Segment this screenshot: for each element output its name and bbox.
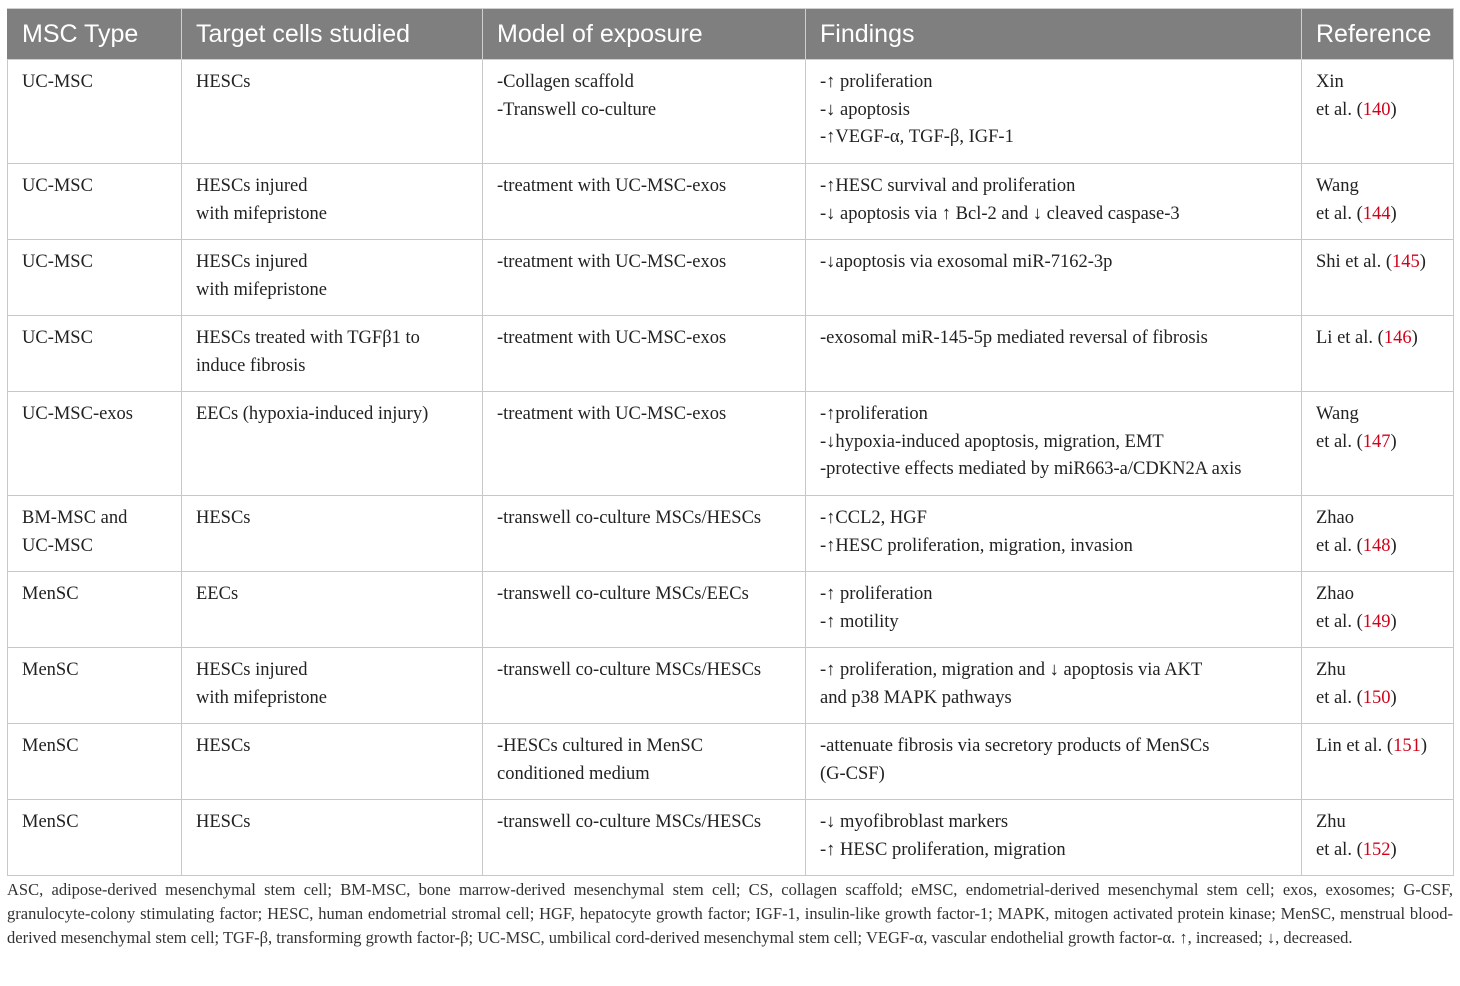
cell-line: EECs <box>196 584 239 604</box>
cell-model-of-exposure <box>483 496 806 572</box>
header-msc-type: MSC Type <box>8 9 182 60</box>
reference-line <box>1316 733 1439 761</box>
cell-line: -exosomal miR-145-5p mediated reversal of fibrosis <box>820 328 1208 348</box>
cell-msc-type <box>8 392 182 496</box>
cell-line: UC-MSC <box>22 176 93 196</box>
cell-line: -HESCs cultured in MenSC <box>497 736 704 756</box>
cell-line: UC-MSC <box>22 328 93 348</box>
table-row <box>8 496 1454 572</box>
cell-line: -↓ apoptosis via ↑ Bcl-2 and ↓ cleaved caspase-3 <box>820 203 1180 224</box>
cell-target-cells <box>182 496 483 572</box>
cell-line: -↑ proliferation <box>820 72 933 92</box>
cell-findings <box>806 240 1302 316</box>
table-container <box>7 8 1453 876</box>
cell-reference <box>1302 572 1454 648</box>
cell-findings <box>806 392 1302 496</box>
header-reference: Reference <box>1302 9 1454 60</box>
cell-findings <box>806 724 1302 800</box>
header-model-of-exposure: Model of exposure <box>483 9 806 60</box>
cell-reference <box>1302 724 1454 800</box>
cell-line: UC-MSC <box>22 72 93 92</box>
reference-line <box>1316 837 1439 865</box>
cell-line: -↓ apoptosis <box>820 99 910 120</box>
cell-msc-type <box>8 164 182 240</box>
reference-text: Shi et al. ( <box>1316 252 1393 272</box>
cell-reference <box>1302 316 1454 392</box>
cell-line: MenSC <box>22 736 79 756</box>
cell-line: -↑HESC survival and proliferation <box>820 176 1076 196</box>
reference-text: Wang <box>1316 176 1359 196</box>
reference-link[interactable]: 152 <box>1362 839 1391 860</box>
cell-msc-type <box>8 316 182 392</box>
cell-line: HESCs <box>196 72 251 92</box>
cell-line: -attenuate fibrosis via secretory products of MenSCs <box>820 736 1210 756</box>
reference-close-paren: ) <box>1390 611 1397 632</box>
cell-line: -↓apoptosis via exosomal miR-7162-3p <box>820 252 1113 272</box>
cell-findings <box>806 496 1302 572</box>
cell-line: -↑ proliferation <box>820 584 933 604</box>
cell-findings <box>806 572 1302 648</box>
cell-line: with mifepristone <box>196 203 328 224</box>
reference-link[interactable]: 147 <box>1362 431 1391 452</box>
cell-msc-type <box>8 496 182 572</box>
reference-text: Zhao <box>1316 584 1355 604</box>
cell-model-of-exposure <box>483 724 806 800</box>
reference-text: Zhu <box>1316 660 1346 680</box>
cell-line: conditioned medium <box>497 763 650 784</box>
reference-line <box>1316 97 1439 125</box>
cell-line: BM-MSC and <box>22 508 128 528</box>
reference-line <box>1316 69 1439 97</box>
cell-line: -↑proliferation <box>820 404 928 424</box>
cell-line: -↑VEGF-α, TGF-β, IGF-1 <box>820 127 1014 147</box>
cell-line: UC-MSC-exos <box>22 404 134 424</box>
reference-line <box>1316 657 1439 685</box>
cell-findings <box>806 60 1302 164</box>
reference-line <box>1316 429 1439 457</box>
cell-line: UC-MSC <box>22 252 93 272</box>
cell-line: MenSC <box>22 660 79 680</box>
cell-model-of-exposure <box>483 164 806 240</box>
reference-line <box>1316 581 1439 609</box>
cell-line: HESCs injured <box>196 660 308 680</box>
table-row <box>8 164 1454 240</box>
cell-target-cells <box>182 164 483 240</box>
cell-target-cells <box>182 60 483 164</box>
table-row <box>8 572 1454 648</box>
cell-line: -treatment with UC-MSC-exos <box>497 176 727 196</box>
reference-line <box>1316 249 1439 277</box>
reference-link[interactable]: 149 <box>1362 611 1391 632</box>
cell-model-of-exposure <box>483 240 806 316</box>
cell-msc-type <box>8 572 182 648</box>
reference-text: et al. ( <box>1316 839 1363 860</box>
cell-line: HESCs injured <box>196 252 308 272</box>
cell-model-of-exposure <box>483 60 806 164</box>
cell-line: HESCs <box>196 508 251 528</box>
table-row <box>8 60 1454 164</box>
reference-text: et al. ( <box>1316 535 1363 556</box>
cell-line: HESCs <box>196 736 251 756</box>
cell-line: -↓ myofibroblast markers <box>820 812 1009 832</box>
reference-text: et al. ( <box>1316 431 1363 452</box>
reference-line <box>1316 505 1439 533</box>
cell-line: -treatment with UC-MSC-exos <box>497 328 727 348</box>
cell-msc-type <box>8 800 182 876</box>
cell-reference <box>1302 496 1454 572</box>
cell-reference <box>1302 800 1454 876</box>
cell-line: with mifepristone <box>196 687 328 708</box>
reference-text: et al. ( <box>1316 99 1363 120</box>
cell-line: -↑ HESC proliferation, migration <box>820 839 1066 860</box>
cell-msc-type <box>8 240 182 316</box>
cell-reference <box>1302 164 1454 240</box>
cell-msc-type <box>8 648 182 724</box>
reference-close-paren: ) <box>1390 203 1397 224</box>
reference-link[interactable]: 140 <box>1362 99 1391 120</box>
cell-findings <box>806 648 1302 724</box>
cell-line: -transwell co-culture MSCs/HESCs <box>497 812 762 832</box>
cell-line: induce fibrosis <box>196 355 306 376</box>
cell-line: HESCs injured <box>196 176 308 196</box>
reference-line <box>1316 325 1439 353</box>
reference-text: Xin <box>1316 72 1344 92</box>
reference-close-paren: ) <box>1390 431 1397 452</box>
reference-link[interactable]: 150 <box>1362 687 1391 708</box>
cell-line: -↑HESC proliferation, migration, invasion <box>820 535 1133 556</box>
cell-line: and p38 MAPK pathways <box>820 687 1012 708</box>
reference-close-paren: ) <box>1390 99 1397 120</box>
cell-line: -transwell co-culture MSCs/HESCs <box>497 508 762 528</box>
reference-close-paren: ) <box>1411 328 1418 348</box>
cell-target-cells <box>182 240 483 316</box>
reference-line <box>1316 201 1439 229</box>
reference-close-paren: ) <box>1420 736 1427 756</box>
reference-text: et al. ( <box>1316 687 1363 708</box>
reference-link[interactable]: 146 <box>1383 328 1412 348</box>
cell-line: MenSC <box>22 584 79 604</box>
cell-model-of-exposure <box>483 572 806 648</box>
reference-link[interactable]: 151 <box>1393 736 1421 756</box>
cell-line: UC-MSC <box>22 535 93 556</box>
cell-line: -transwell co-culture MSCs/HESCs <box>497 660 762 680</box>
reference-line <box>1316 533 1439 561</box>
cell-target-cells <box>182 648 483 724</box>
table-row <box>8 724 1454 800</box>
cell-reference <box>1302 648 1454 724</box>
cell-line: -↓hypoxia-induced apoptosis, migration, EMT <box>820 431 1164 452</box>
table-footnote: ASC, adipose-derived mesenchymal stem cell; BM-MSC, bone marrow-derived mesenchymal stem cell; CS, collagen scaffold; eMSC, endometrial-derived mesenchymal stem cell; exos, exosomes; G-CSF, granulocyte-colony stimulating factor; HESC, human endometrial stromal cell; HGF, hepatocyte growth factor; IGF-1, insulin-like growth factor-1; MAPK, mitogen activated protein kinase; MenSC, menstrual blood-derived mesenchymal stem cell; TGF-β, transforming growth factor-β; UC-MSC, umbilical cord-derived mesenchymal stem cell; VEGF-α, vascular endothelial growth factor-α. ↑, increased; ↓, decreased. <box>7 880 1453 947</box>
reference-link[interactable]: 148 <box>1362 535 1391 556</box>
reference-close-paren: ) <box>1390 687 1397 708</box>
reference-close-paren: ) <box>1419 252 1426 272</box>
cell-line: -treatment with UC-MSC-exos <box>497 252 727 272</box>
table-row <box>8 316 1454 392</box>
msc-studies-table <box>7 8 1454 876</box>
table-row <box>8 800 1454 876</box>
cell-target-cells <box>182 800 483 876</box>
reference-line <box>1316 685 1439 713</box>
cell-target-cells <box>182 316 483 392</box>
reference-text: et al. ( <box>1316 611 1363 632</box>
cell-line: -treatment with UC-MSC-exos <box>497 404 727 424</box>
reference-text: Li et al. ( <box>1316 328 1384 348</box>
cell-model-of-exposure <box>483 648 806 724</box>
cell-target-cells <box>182 392 483 496</box>
cell-msc-type <box>8 60 182 164</box>
cell-reference <box>1302 240 1454 316</box>
reference-line <box>1316 173 1439 201</box>
reference-text: Wang <box>1316 404 1359 424</box>
cell-line: -↑CCL2, HGF <box>820 508 927 528</box>
cell-line: with mifepristone <box>196 279 328 300</box>
cell-findings <box>806 800 1302 876</box>
cell-model-of-exposure <box>483 392 806 496</box>
reference-text: Lin et al. ( <box>1316 736 1394 756</box>
header-findings: Findings <box>806 9 1302 60</box>
table-header-row <box>8 9 1454 60</box>
cell-model-of-exposure <box>483 316 806 392</box>
cell-findings <box>806 164 1302 240</box>
cell-msc-type <box>8 724 182 800</box>
header-target-cells: Target cells studied <box>182 9 483 60</box>
cell-reference <box>1302 392 1454 496</box>
reference-text: Zhu <box>1316 812 1346 832</box>
cell-line: MenSC <box>22 812 79 832</box>
cell-line: -↑ motility <box>820 611 899 632</box>
cell-reference <box>1302 60 1454 164</box>
cell-line: -Collagen scaffold <box>497 72 634 92</box>
reference-line <box>1316 809 1439 837</box>
reference-text: et al. ( <box>1316 203 1363 224</box>
reference-link[interactable]: 145 <box>1392 252 1420 272</box>
cell-line: HESCs treated with TGFβ1 to <box>196 328 420 348</box>
reference-link[interactable]: 144 <box>1362 203 1391 224</box>
table-row <box>8 240 1454 316</box>
reference-close-paren: ) <box>1390 839 1397 860</box>
cell-model-of-exposure <box>483 800 806 876</box>
reference-close-paren: ) <box>1390 535 1397 556</box>
cell-target-cells <box>182 572 483 648</box>
table-row <box>8 648 1454 724</box>
reference-line <box>1316 401 1439 429</box>
cell-line: -Transwell co-culture <box>497 99 657 120</box>
cell-target-cells <box>182 724 483 800</box>
cell-line: -transwell co-culture MSCs/EECs <box>497 584 749 604</box>
cell-line: -↑ proliferation, migration and ↓ apoptosis via AKT <box>820 660 1203 680</box>
cell-line: HESCs <box>196 812 251 832</box>
cell-line: -protective effects mediated by miR663-a/CDKN2A axis <box>820 459 1242 479</box>
cell-line: EECs (hypoxia-induced injury) <box>196 404 429 424</box>
reference-line <box>1316 609 1439 637</box>
table-body <box>8 60 1454 876</box>
cell-findings <box>806 316 1302 392</box>
table-row <box>8 392 1454 496</box>
cell-line: (G-CSF) <box>820 763 885 784</box>
reference-text: Zhao <box>1316 508 1355 528</box>
